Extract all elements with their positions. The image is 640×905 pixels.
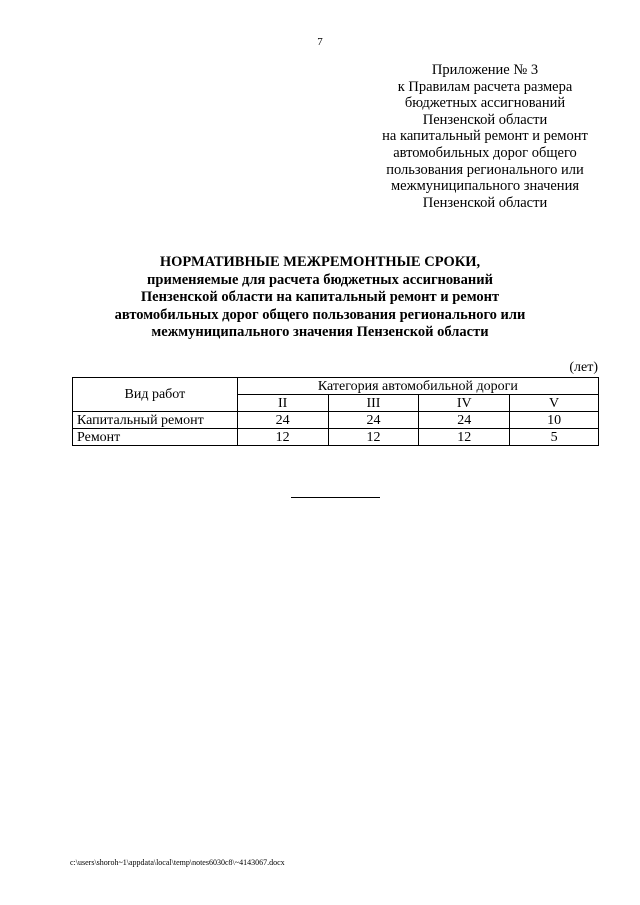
row-label: Капитальный ремонт bbox=[73, 412, 238, 429]
category-cell: II bbox=[237, 395, 328, 412]
appendix-line: Пензенской области bbox=[422, 111, 548, 128]
table-cell: 10 bbox=[510, 412, 599, 429]
table-row bbox=[73, 429, 599, 446]
row-label: Ремонт bbox=[73, 429, 238, 446]
appendix-line: Пензенской области bbox=[422, 194, 548, 211]
appendix-line: автомобильных дорог общего bbox=[393, 144, 577, 161]
appendix-reference bbox=[340, 62, 630, 211]
footer-file-path: c:\users\shoroh~1\appdata\local\temp\notes6030c8\~4143067.docx bbox=[70, 858, 285, 867]
table-cell: 24 bbox=[237, 412, 328, 429]
title-subline: Пензенской области на капитальный ремонт и ремонт bbox=[140, 289, 500, 305]
table-cell: 5 bbox=[510, 429, 599, 446]
appendix-line: к Правилам расчета размера bbox=[397, 78, 573, 95]
title-subline: межмуниципального значения Пензенской области bbox=[151, 324, 489, 340]
title-subline: применяемые для расчета бюджетных ассигнований bbox=[147, 271, 493, 288]
title-subline: автомобильных дорог общего пользования регионального или bbox=[114, 306, 526, 323]
table-cell: 24 bbox=[419, 412, 510, 429]
category-header: Категория автомобильной дороги bbox=[237, 378, 598, 395]
appendix-line: межмуниципального значения bbox=[391, 178, 579, 195]
category-cell: III bbox=[328, 395, 419, 412]
page-number: 7 bbox=[317, 36, 323, 48]
appendix-line: пользования регионального или bbox=[386, 161, 584, 178]
norms-table bbox=[72, 377, 599, 446]
work-type-header: Вид работ bbox=[73, 378, 238, 412]
category-cell: IV bbox=[419, 395, 510, 412]
end-divider-line bbox=[291, 497, 380, 498]
table-cell: 24 bbox=[328, 412, 419, 429]
title-heading: НОРМАТИВНЫЕ МЕЖРЕМОНТНЫЕ СРОКИ, bbox=[159, 254, 481, 270]
document-title bbox=[60, 254, 580, 342]
appendix-line: Приложение № 3 bbox=[431, 62, 539, 78]
table-cell: 12 bbox=[419, 429, 510, 446]
table-row bbox=[73, 412, 599, 429]
table-cell: 12 bbox=[328, 429, 419, 446]
units-label: (лет) bbox=[569, 360, 598, 375]
appendix-line: на капитальный ремонт и ремонт bbox=[382, 128, 588, 145]
category-cell: V bbox=[510, 395, 599, 412]
table-cell: 12 bbox=[237, 429, 328, 446]
appendix-line: бюджетных ассигнований bbox=[404, 95, 566, 112]
table-header-row bbox=[73, 378, 599, 395]
